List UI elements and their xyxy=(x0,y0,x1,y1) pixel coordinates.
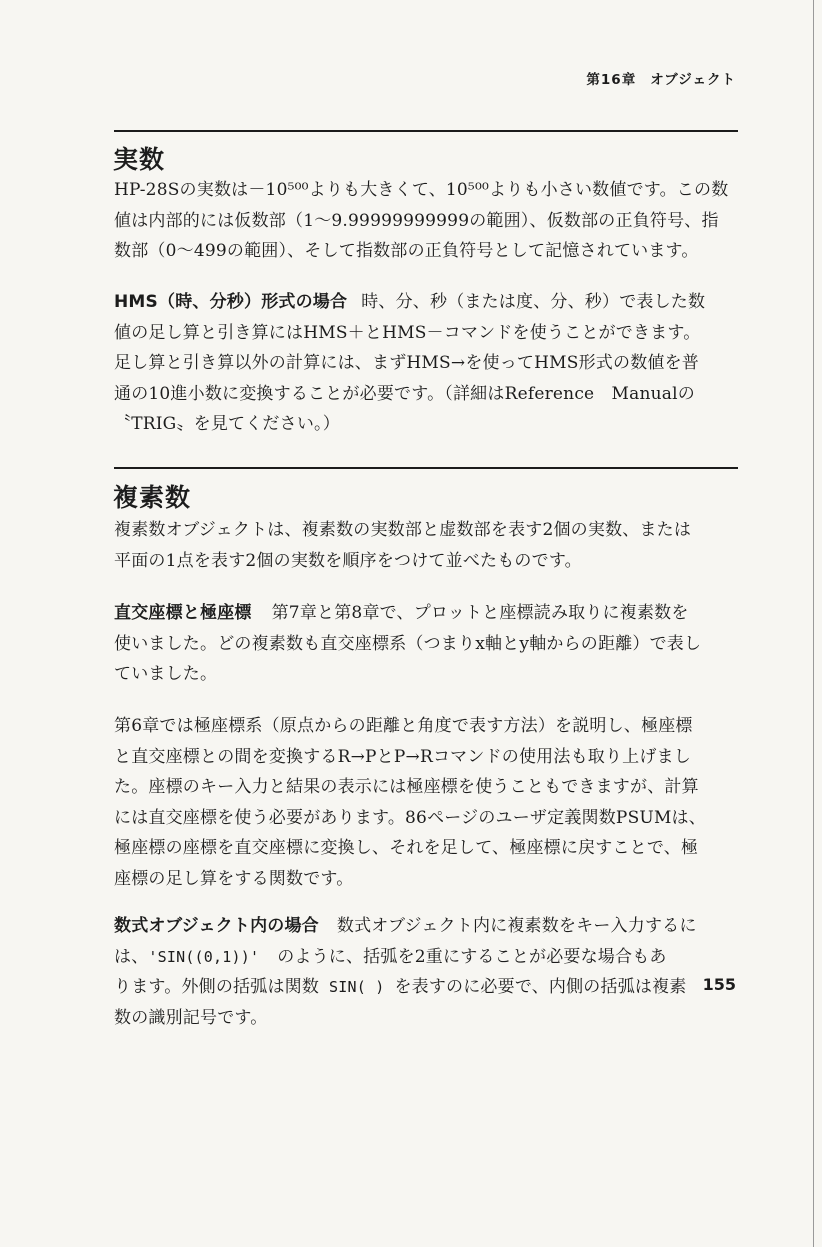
text-line xyxy=(114,942,738,973)
paragraph-real-numbers xyxy=(114,175,738,267)
text-line: 足し算と引き算以外の計算には、まずHMS→を使ってHMS形式の数値を普 xyxy=(114,353,699,373)
text-line: 座標の足し算をする関数です。 xyxy=(114,868,354,889)
text-span: ります。外側の括弧は関数 xyxy=(114,977,320,997)
text-line: 数の識別記号です。 xyxy=(114,1007,268,1028)
text-line xyxy=(114,287,738,318)
paragraph-expression xyxy=(114,911,738,1033)
running-head xyxy=(586,68,736,88)
section-title-complex-numbers: 複素数 xyxy=(113,483,192,512)
text-line xyxy=(114,598,738,629)
text-span: 数式オブジェクト内に複素数をキー入力するに xyxy=(336,916,697,936)
section-rule xyxy=(114,130,738,132)
code-sin-complex: 'SIN((0,1))' xyxy=(148,947,260,966)
code-sin-function: SIN( ) xyxy=(329,978,385,996)
run-in-heading-expression: 数式オブジェクト内の場合 xyxy=(114,916,319,936)
chapter-title: オブジェクト xyxy=(650,72,736,88)
text-line: と直交座標との間を変換するR→PとP→Rコマンドの使用法も取り上げまし xyxy=(114,746,691,767)
section-rule xyxy=(114,467,738,469)
text-span: を表すのに必要で、内側の括弧は複素 xyxy=(394,977,687,997)
text-line: 平面の1点を表す2個の実数を順序をつけて並べたものです。 xyxy=(114,550,582,571)
text-line: 値の足し算と引き算にはHMS＋とHMS－コマンドを使うことができます。 xyxy=(114,322,701,343)
page-edge xyxy=(813,0,814,1247)
paragraph-polar-conversion xyxy=(114,711,738,894)
chapter-label: 第16章 xyxy=(586,72,637,88)
run-in-heading-rect-polar: 直交座標と極座標 xyxy=(114,603,252,623)
text-span: のように、括弧を2重にすることが必要な場合もあ xyxy=(277,946,667,967)
text-line: には直交座標を使う必要があります。86ページのユーザ定義関数PSUMは、 xyxy=(114,807,706,828)
text-line: 第6章では極座標系（原点からの距離と角度で表す方法）を説明し、極座標 xyxy=(114,716,693,736)
text-line: 〝TRIG〟を見てください。） xyxy=(114,414,340,434)
section-title-real-numbers: 実数 xyxy=(113,145,166,174)
text-line: 数部（0～499の範囲）、そして指数部の正負符号として記憶されています。 xyxy=(114,241,699,261)
text-span: 時、分、秒（または度、分、秒）で表した数 xyxy=(361,292,706,312)
paragraph-rect-polar xyxy=(114,598,738,690)
text-line: ていました。 xyxy=(114,664,218,684)
page-number: 155 xyxy=(702,975,736,994)
text-line: た。座標のキー入力と結果の表示には極座標を使うこともできますが、計算 xyxy=(114,777,699,797)
text-line: 極座標の座標を直交座標に変換し、それを足して、極座標に戻すことで、極 xyxy=(114,838,699,858)
text-span: 第7章と第8章で、プロットと座標読み取りに複素数を xyxy=(271,603,689,623)
text-line: HP-28Sの実数は－10⁵⁰⁰よりも大きくて、10⁵⁰⁰よりも小さい数値です。この数 xyxy=(114,180,729,200)
text-line: 使いました。どの複素数も直交座標系（つまりx軸とy軸からの距離）で表し xyxy=(114,633,702,654)
text-line: 通の10進小数に変換することが必要です。（詳細はReference Manualの xyxy=(114,383,695,404)
paragraph-hms xyxy=(114,287,738,440)
text-line: 複素数オブジェクトは、複素数の実数部と虚数部を表す2個の実数、または xyxy=(114,520,692,540)
text-line: 値は内部的には仮数部（1～9.99999999999の範囲）、仮数部の正負符号、指 xyxy=(114,210,719,231)
text-span: は、 xyxy=(114,946,149,967)
run-in-heading-hms: HMS（時、分秒）形式の場合 xyxy=(114,292,348,312)
text-line xyxy=(114,972,738,1003)
paragraph-complex-intro xyxy=(114,515,738,576)
text-line xyxy=(114,911,738,942)
